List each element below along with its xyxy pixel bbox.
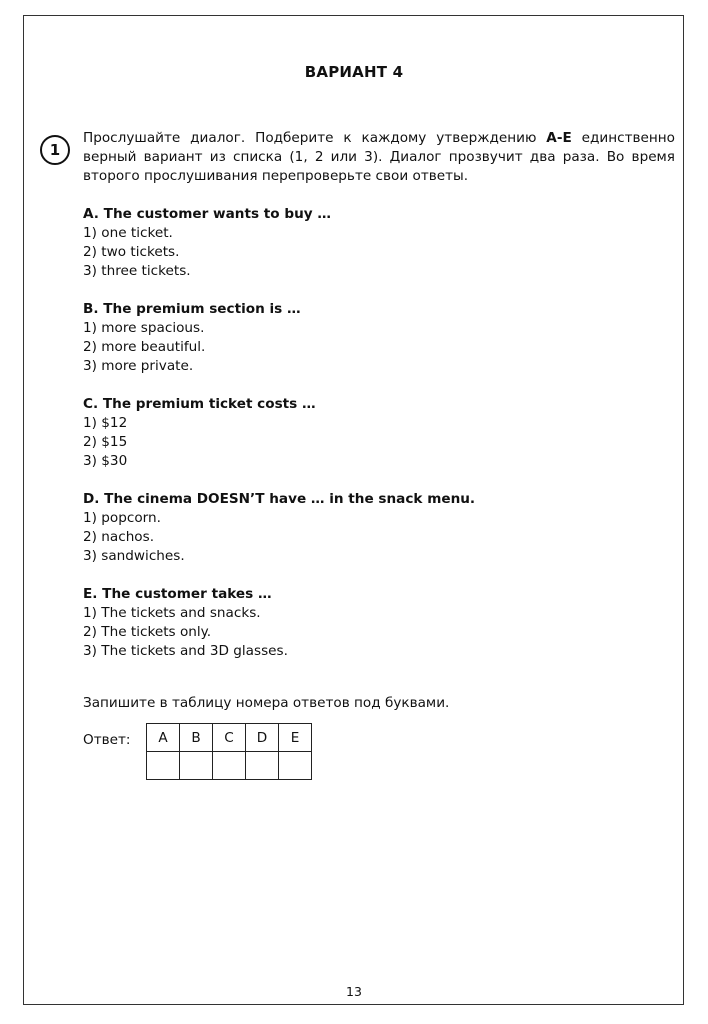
question-text: E. The customer takes … xyxy=(83,586,272,602)
task-number-badge: 1 xyxy=(40,135,70,165)
answer-table-entry-row xyxy=(147,752,312,780)
question-d xyxy=(83,490,683,566)
question-b xyxy=(83,300,683,376)
question-text: D. The cinema DOESN’T have … in the snack menu. xyxy=(83,491,476,507)
question-e xyxy=(83,585,683,661)
answer-option: 1) $12 xyxy=(83,415,128,431)
answer-option: 2) The tickets only. xyxy=(83,624,212,640)
answer-entry-cell[interactable] xyxy=(180,752,213,780)
variant-title: ВАРИАНТ 4 xyxy=(304,63,404,81)
answer-entry-cell[interactable] xyxy=(279,752,312,780)
answer-table-header-row xyxy=(147,724,312,752)
answer-option: 2) more beautiful. xyxy=(83,339,206,355)
answer-header-cell: C xyxy=(213,724,246,752)
answer-option: 2) two tickets. xyxy=(83,244,180,260)
question-a xyxy=(83,205,683,281)
instruction-letters: A-E xyxy=(546,130,572,146)
answer-option: 2) $15 xyxy=(83,434,128,450)
answer-header-cell: A xyxy=(147,724,180,752)
answer-option: 3) sandwiches. xyxy=(83,548,185,564)
answer-option: 3) three tickets. xyxy=(83,263,191,279)
answer-option: 1) popcorn. xyxy=(83,510,161,526)
answer-entry-cell[interactable] xyxy=(147,752,180,780)
answer-entry-cell[interactable] xyxy=(213,752,246,780)
answer-header-cell: D xyxy=(246,724,279,752)
answer-option: 3) $30 xyxy=(83,453,128,469)
instruction-text-start: Прослушайте диалог. Подберите к каждому утверждению xyxy=(83,130,547,146)
answer-header-cell: E xyxy=(279,724,312,752)
page-number: 13 xyxy=(346,984,362,999)
question-c xyxy=(83,395,683,471)
answer-option: 1) The tickets and snacks. xyxy=(83,605,261,621)
instruction-text-end: единственно верный вариант из списка (1, 2 или 3). Диалог прозвучит два раза. Во время второго прослушивания перепроверьте свои ответы. xyxy=(83,130,675,184)
question-text: B. The premium section is … xyxy=(83,301,301,317)
answer-option: 3) more private. xyxy=(83,358,194,374)
task-instruction xyxy=(83,129,675,186)
answer-label: Ответ: xyxy=(83,732,131,748)
answer-option: 3) The tickets and 3D glasses. xyxy=(83,643,288,659)
answer-option: 1) one ticket. xyxy=(83,225,173,241)
answer-header-cell: B xyxy=(180,724,213,752)
answer-option: 1) more spacious. xyxy=(83,320,205,336)
answer-table xyxy=(146,723,312,780)
question-text: C. The premium ticket costs … xyxy=(83,396,316,412)
answer-entry-cell[interactable] xyxy=(246,752,279,780)
answer-instruction: Запишите в таблицу номера ответов под буквами. xyxy=(83,695,450,711)
question-text: A. The customer wants to buy … xyxy=(83,206,331,222)
answer-option: 2) nachos. xyxy=(83,529,155,545)
